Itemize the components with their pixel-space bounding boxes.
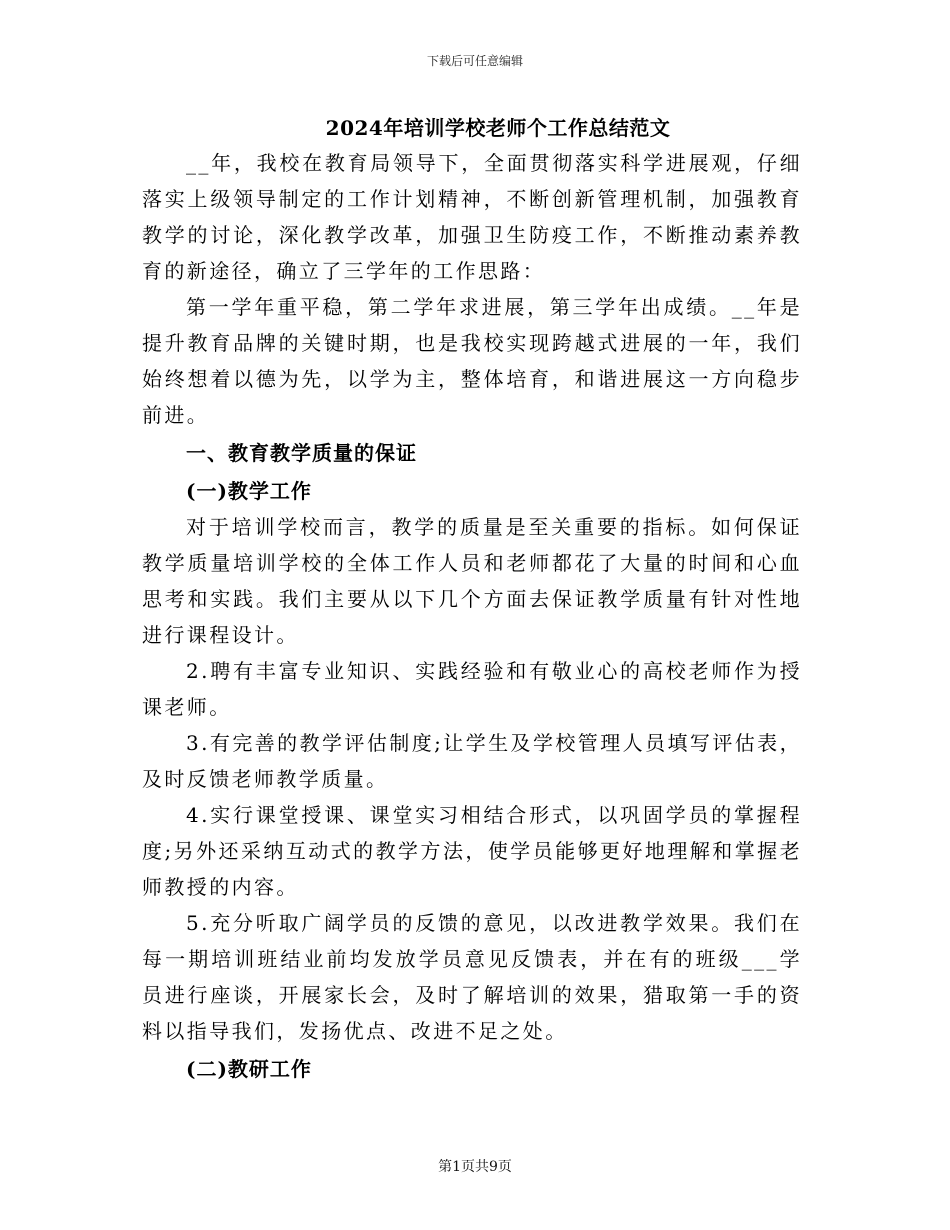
page-indicator: 第1页共9页 (438, 1159, 512, 1175)
list-item-3: 3.有完善的教学评估制度;让学生及学校管理人员填写评估表，及时反馈老师教学质量。 (142, 731, 802, 791)
list-item-4: 4.实行课堂授课、课堂实习相结合形式，以巩固学员的掌握程度;另外还采纳互动式的教学方法，使学员能够更好地理解和掌握老师教授的内容。 (142, 803, 802, 899)
subsection-heading-teaching: (一)教学工作 (186, 479, 312, 503)
paragraph-teaching-quality: 对于培训学校而言，教学的质量是至关重要的指标。如何保证教学质量培训学校的全体工作人员和老师都花了大量的时间和心血思考和实践。我们主要从以下几个方面去保证教学质量有针对性地进行课程设计。 (142, 515, 802, 647)
section-heading-quality: 一、教育教学质量的保证 (186, 441, 417, 465)
subsection-heading-research: (二)教研工作 (186, 1057, 312, 1081)
document-title: 2024年培训学校老师个工作总结范文 (325, 116, 671, 140)
paragraph-plan: 第一学年重平稳，第二学年求进展，第三学年出成绩。__年是提升教育品牌的关键时期，也是我校实现跨越式进展的一年，我们始终想着以德为先，以学为主，整体培育，和谐进展这一方向稳步前进。 (142, 295, 802, 427)
document-body (142, 145, 802, 1087)
list-item-2: 2.聘有丰富专业知识、实践经验和有敬业心的高校老师作为授课老师。 (142, 659, 802, 719)
list-item-5: 5.充分听取广阔学员的反馈的意见，以改进教学效果。我们在每一期培训班结业前均发放学员意见反馈表，并在有的班级___学员进行座谈，开展家长会，及时了解培训的效果，猎取第一手的资料以指导我们，发扬优点、改进不足之处。 (142, 911, 802, 1043)
header-note: 下载后可任意编辑 (426, 54, 523, 68)
paragraph-intro: __年，我校在教育局领导下，全面贯彻落实科学进展观，仔细落实上级领导制定的工作计划精神，不断创新管理机制，加强教育教学的讨论，深化教学改革，加强卫生防疫工作，不断推动素养教育的新途径，确立了三学年的工作思路： (142, 151, 802, 283)
